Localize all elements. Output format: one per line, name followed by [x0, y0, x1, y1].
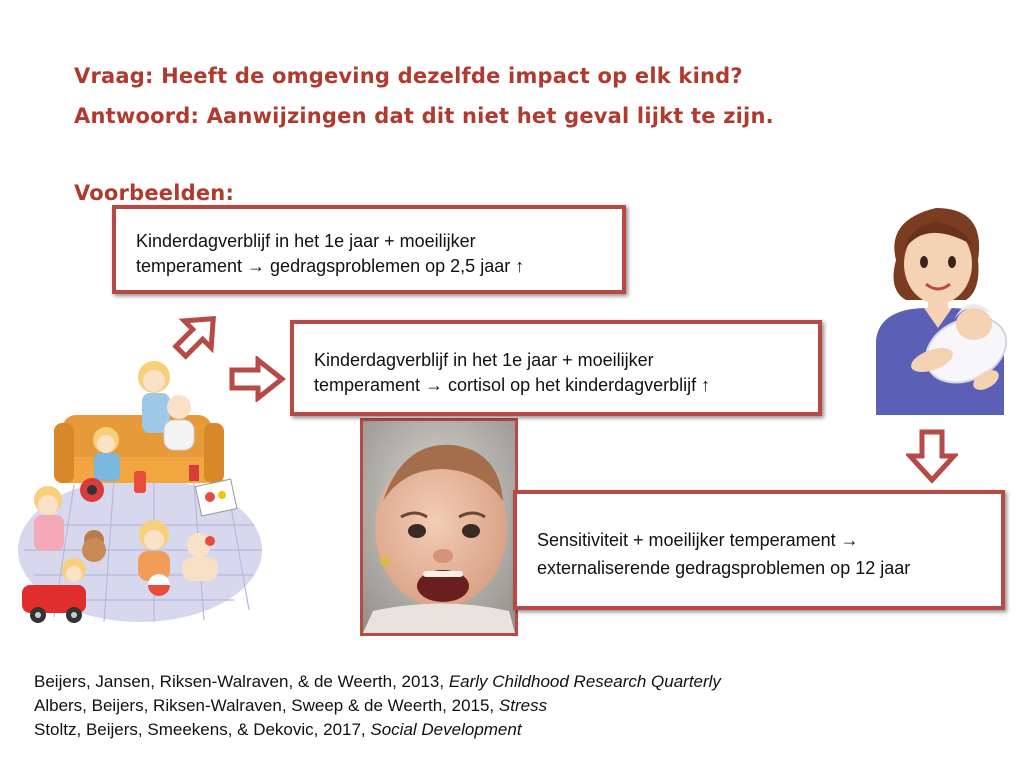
- example-box-2: [290, 320, 822, 416]
- reference-3: [34, 718, 721, 742]
- example-box-3: [513, 490, 1005, 610]
- reference-1-text: Beijers, Jansen, Riksen-Walraven, & de Weerth, 2013,: [34, 672, 449, 691]
- arrow-outline-icon: [228, 356, 286, 402]
- reference-2-text: Albers, Beijers, Riksen-Walraven, Sweep & de Weerth, 2015,: [34, 696, 499, 715]
- question-title: Vraag: Heeft de omgeving dezelfde impact op elk kind?: [74, 64, 743, 88]
- crying-baby-photo: [360, 418, 518, 636]
- arrow-outline-icon: [170, 308, 224, 362]
- example-box-3-line1: Sensitiviteit + moeilijker temperament →: [537, 530, 859, 550]
- example-box-2-line1: Kinderdagverblijf in het 1e jaar + moeilijker: [314, 350, 654, 370]
- reference-1-journal: Early Childhood Research Quarterly: [448, 672, 721, 691]
- example-box-1: [112, 205, 626, 294]
- examples-heading: Voorbeelden:: [74, 181, 235, 205]
- arrow-outline-icon: [906, 428, 958, 484]
- references: [34, 670, 721, 742]
- reference-2: [34, 694, 721, 718]
- reference-3-text: Stoltz, Beijers, Smeekens, & Dekovic, 2017,: [34, 720, 371, 739]
- example-box-2-line2: temperament → cortisol op het kinderdagverblijf ↑: [314, 375, 711, 395]
- example-box-1-line2: temperament → gedragsproblemen op 2,5 jaar ↑: [136, 256, 525, 276]
- reference-3-journal: Social Development: [370, 720, 522, 739]
- example-box-3-line2: externaliserende gedragsproblemen op 12 jaar: [537, 558, 911, 578]
- reference-2-journal: Stress: [498, 696, 548, 715]
- example-box-1-line1: Kinderdagverblijf in het 1e jaar + moeilijker: [136, 231, 476, 251]
- answer-title: Antwoord: Aanwijzingen dat dit niet het geval lijkt te zijn.: [74, 104, 774, 128]
- reference-1: [34, 670, 721, 694]
- mother-with-baby-illustration: [866, 200, 1016, 415]
